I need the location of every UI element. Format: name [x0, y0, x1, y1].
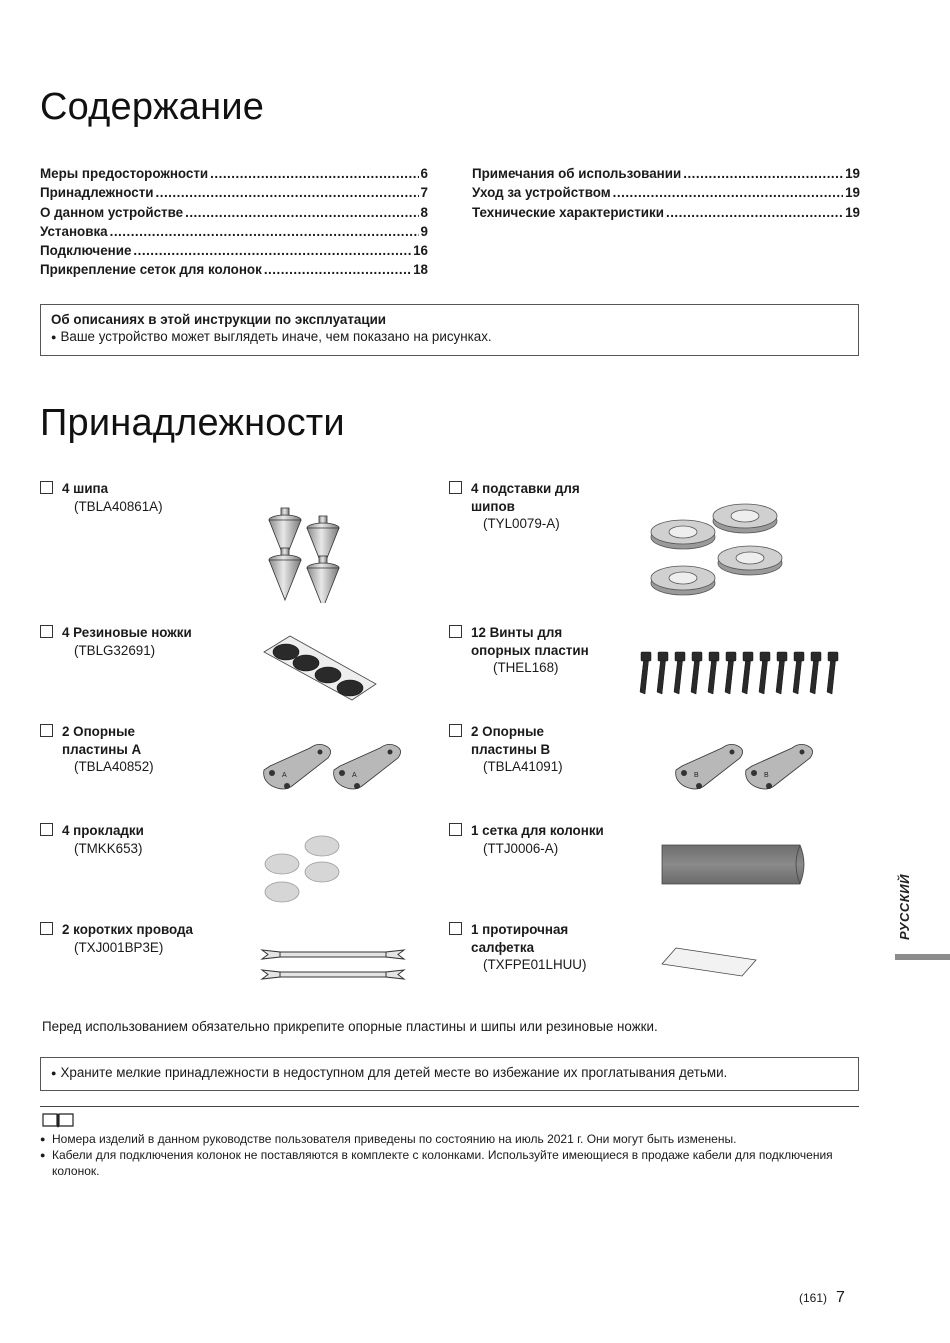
accessory-checkbox[interactable]	[449, 625, 462, 638]
pads-icon	[262, 834, 342, 906]
accessory-item-spike-stands: 4 подставки для шипов (TYL0079-A)	[449, 480, 649, 540]
accessory-item-rubber-feet: 4 Резиновые ножки (TBLG32691)	[40, 624, 270, 684]
accessory-checkbox[interactable]	[40, 724, 53, 737]
language-side-tab	[895, 860, 950, 960]
cleaning-cloth-icon	[660, 946, 760, 978]
spike-stands-icon	[645, 494, 785, 604]
short-cables-icon	[258, 944, 408, 986]
toc-title: Содержание	[40, 86, 265, 128]
toc-entry[interactable]: О данном устройстве ..... 8	[40, 205, 428, 224]
divider	[40, 1106, 859, 1107]
accessory-checkbox[interactable]	[449, 481, 462, 494]
page-sub-number: (161)	[799, 1291, 828, 1305]
toc-left-column	[40, 166, 428, 282]
notes-list	[40, 1131, 840, 1179]
accessory-checkbox[interactable]	[40, 625, 53, 638]
accessory-item-base-plates-a: 2 Опорные пластины A (TBLA40852)	[40, 723, 270, 783]
accessory-item-pads: 4 прокладки (TMKK653)	[40, 822, 270, 862]
accessory-checkbox[interactable]	[449, 823, 462, 836]
accessory-item-short-cables: 2 коротких провода (TXJ001BP3E)	[40, 921, 270, 961]
about-instructions-box	[40, 304, 859, 356]
plate-a-letter: A	[282, 772, 287, 779]
warning-text: ● Храните мелкие принадлежности в недоступном для детей месте во избежание их проглатывания детьми.	[51, 1065, 848, 1080]
toc-entry[interactable]: Технические характеристики ..... 19	[472, 205, 860, 224]
toc-entry[interactable]: Уход за устройством ..... 19	[472, 185, 860, 204]
note-item: ● Кабели для подключения колонок не поставляются в комплекте с колонками. Используйте имеющиеся в продаже кабели для подключения колонок.	[40, 1147, 840, 1179]
book-icon	[42, 1112, 74, 1128]
toc-entry[interactable]: Примечания об использовании ..... 19	[472, 166, 860, 185]
accessories-title: Принадлежности	[40, 402, 345, 444]
accessory-item-spikes: 4 шипа (TBLA40861A)	[40, 480, 270, 540]
toc-entry[interactable]: Подключение ..... 16	[40, 243, 428, 262]
plate-a-letter: A	[352, 772, 357, 779]
attach-note: Перед использованием обязательно прикрепите опорные пластины и шипы или резиновые ножки.	[42, 1019, 658, 1034]
accessory-checkbox[interactable]	[40, 922, 53, 935]
accessory-checkbox[interactable]	[449, 724, 462, 737]
warning-box	[40, 1057, 859, 1091]
accessory-item-screws: 12 Винты для опорных пластин (THEL168)	[449, 624, 649, 684]
toc-entry[interactable]: Принадлежности ..... 7	[40, 185, 428, 204]
toc-entry[interactable]: Установка ..... 9	[40, 224, 428, 243]
base-plates-a-icon	[260, 740, 410, 800]
about-box-line: ● Ваше устройство может выглядеть иначе, чем показано на рисунках.	[51, 329, 848, 344]
accessory-item-cleaning-cloth: 1 протирочная салфетка (TXFPE01LHUU)	[449, 921, 649, 981]
screws-icon	[636, 650, 856, 698]
note-item: ● Номера изделий в данном руководстве пользователя приведены по состоянию на июль 2021 г. Они могут быть изменены.	[40, 1131, 840, 1147]
accessory-checkbox[interactable]	[40, 823, 53, 836]
accessory-checkbox[interactable]	[40, 481, 53, 494]
base-plates-b-icon	[672, 740, 822, 800]
language-tab-bar	[895, 954, 950, 960]
toc-right-column	[472, 166, 860, 224]
accessory-item-speaker-net: 1 сетка для колонки (TTJ0006-A)	[449, 822, 649, 862]
plate-b-letter: B	[764, 772, 769, 779]
rubber-feet-icon	[260, 632, 380, 702]
accessory-checkbox[interactable]	[449, 922, 462, 935]
toc-entry[interactable]: Прикрепление сеток для колонок ..... 18	[40, 262, 428, 281]
plate-b-letter: B	[694, 772, 699, 779]
speaker-net-icon	[660, 844, 810, 886]
about-box-title: Об описаниях в этой инструкции по эксплуатации	[51, 312, 387, 327]
accessory-item-base-plates-b: 2 Опорные пластины B (TBLA41091)	[449, 723, 649, 783]
toc-entry[interactable]: Меры предосторожности ..... 6	[40, 166, 428, 185]
language-label: РУССКИЙ	[897, 874, 912, 940]
page-number: 7	[836, 1289, 845, 1306]
spikes-icon	[255, 498, 355, 603]
